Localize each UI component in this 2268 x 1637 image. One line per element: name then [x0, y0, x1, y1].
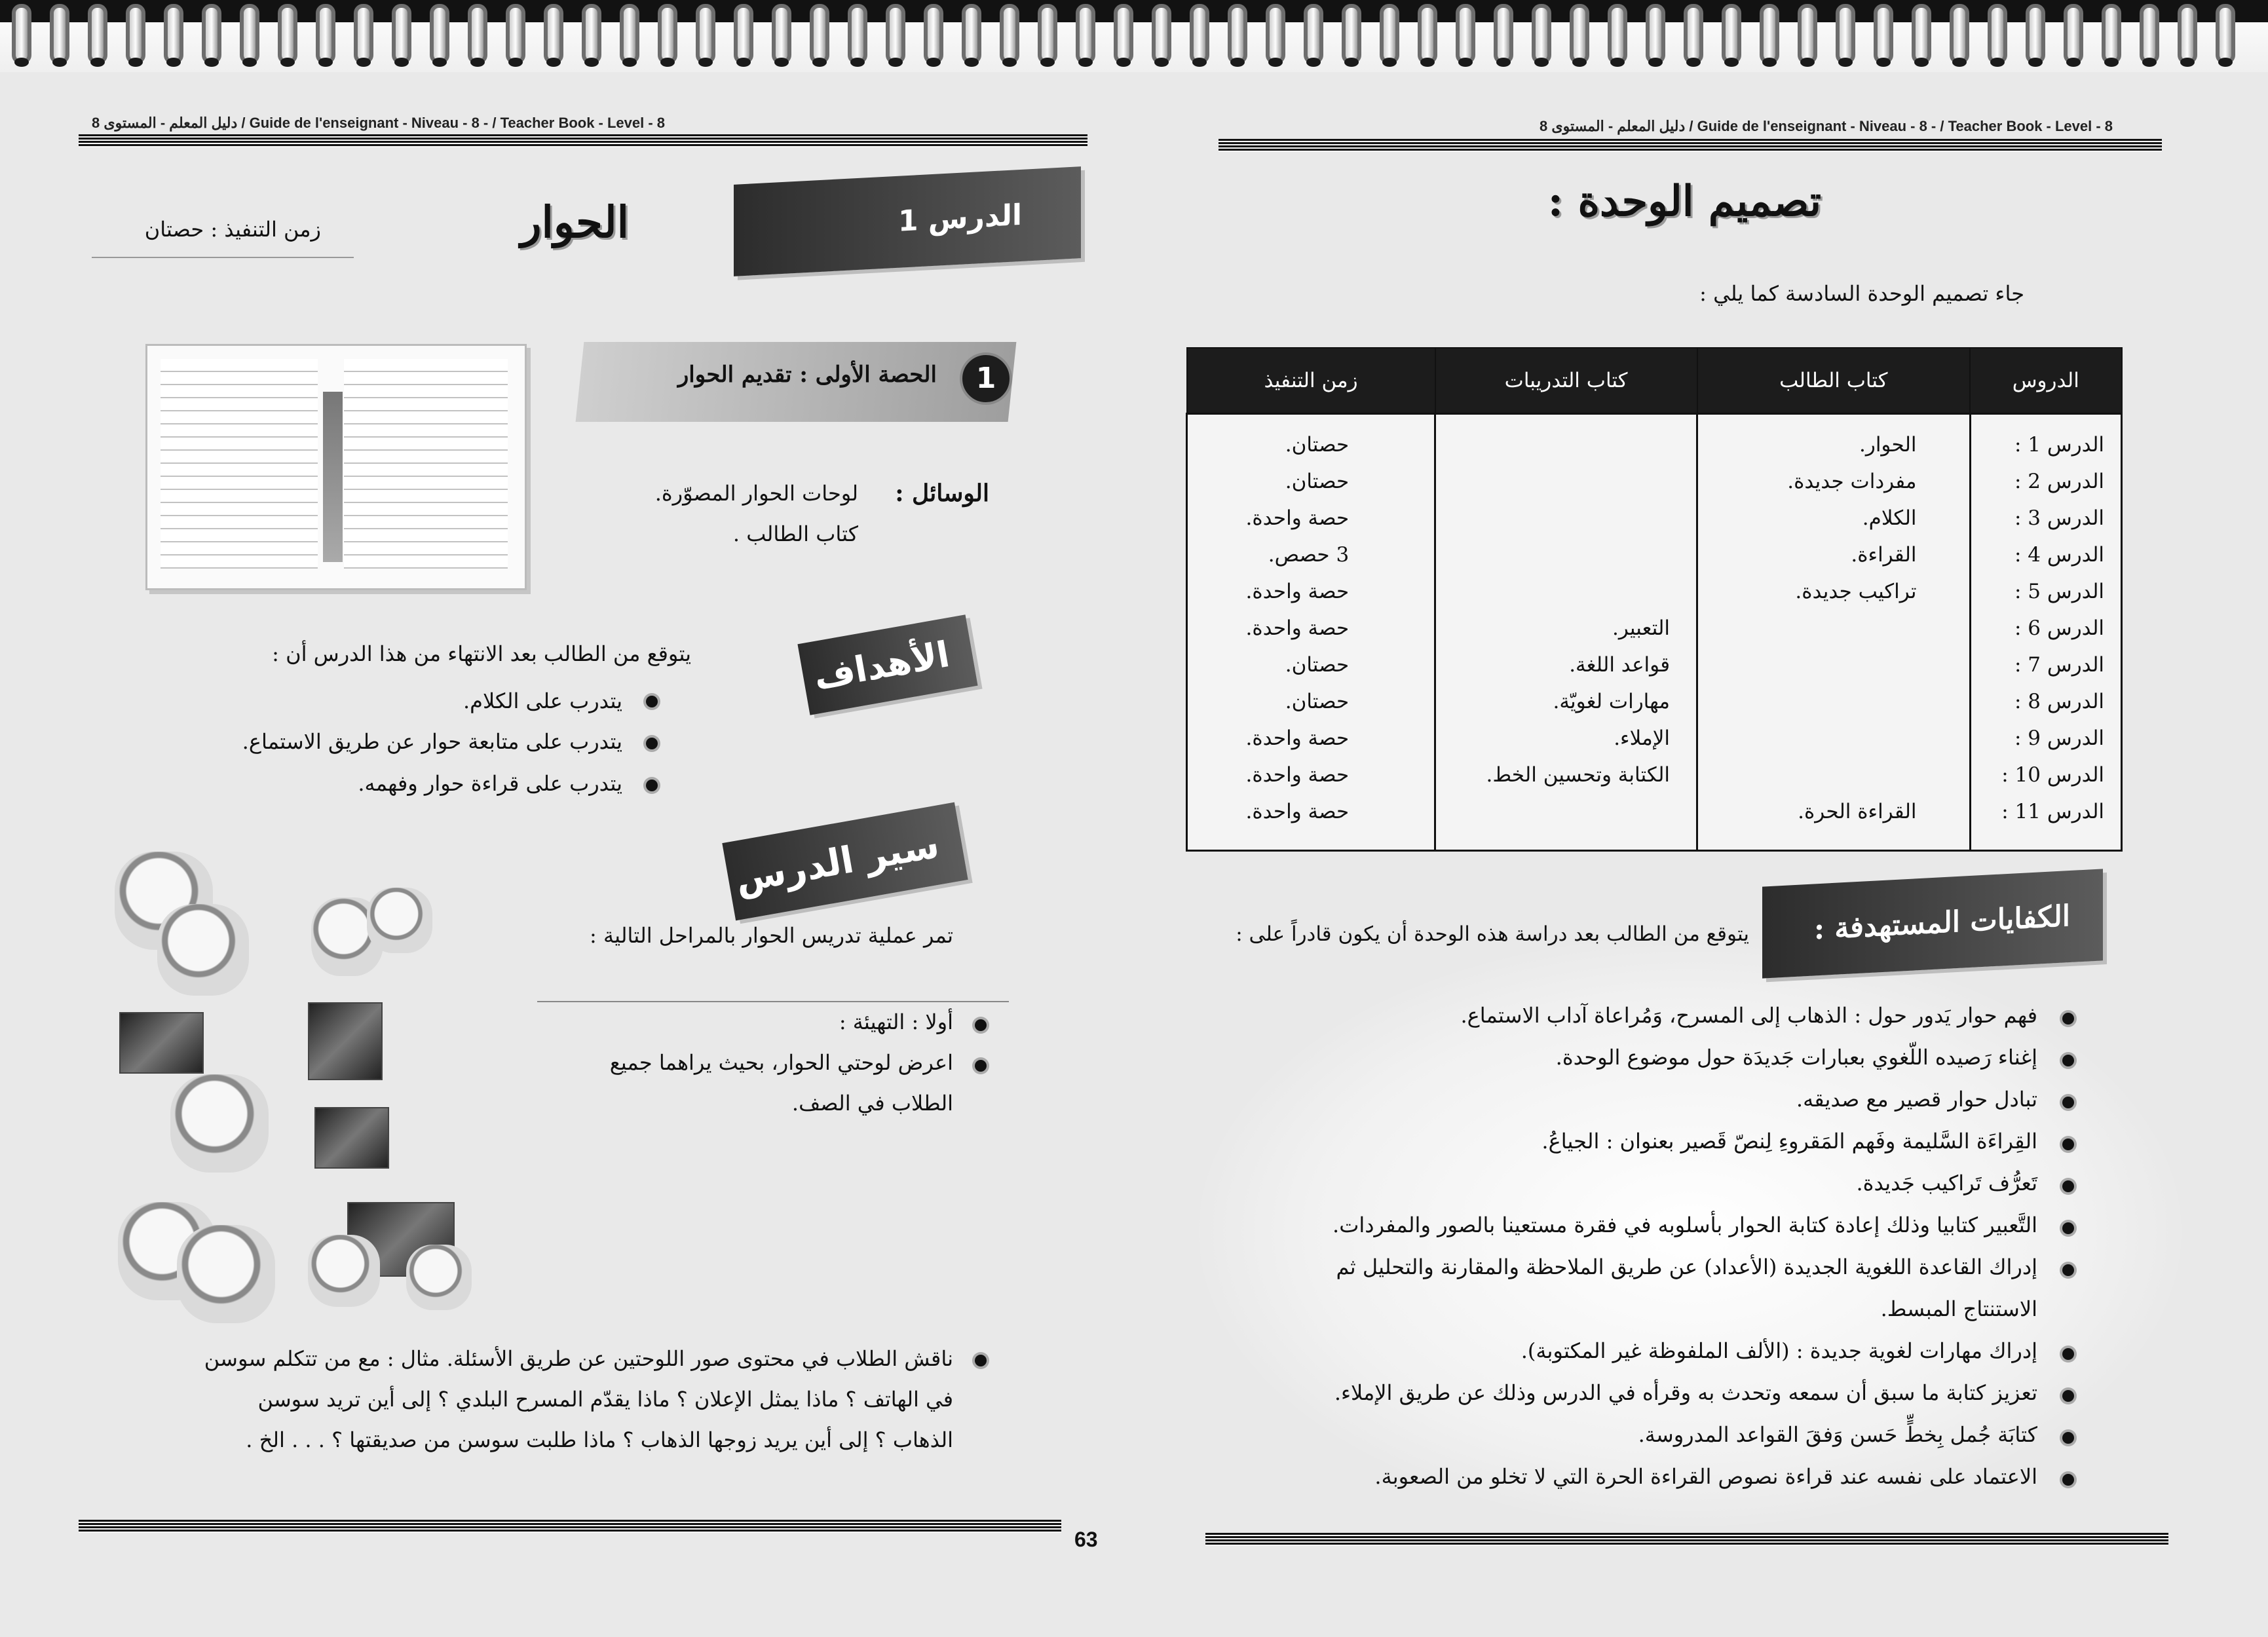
binding-loop [2216, 4, 2235, 64]
workbook-cell [1437, 463, 1670, 500]
left-header-rule [79, 134, 1087, 147]
lesson-cell: الدرس 1 : [2014, 433, 2104, 457]
binding-hole [2180, 58, 2195, 67]
binding-loop [2102, 4, 2121, 64]
binding-hole [1192, 58, 1207, 67]
binding-hole [622, 58, 637, 67]
binding-hole [2104, 58, 2119, 67]
competency-bullet [2062, 1180, 2074, 1192]
binding-loop [772, 4, 791, 64]
duration-cell: حصتان. [1285, 690, 1350, 713]
discuss-line-3: الذهاب ؟ إلى أين يريد زوجها الذهاب ؟ ماذا طلبت سوسن من صديقتها ؟ . . . الخ . [246, 1427, 953, 1452]
binding-loop [810, 4, 829, 64]
lesson-cell: الدرس 3 : [2014, 506, 2104, 530]
means-label: الوسائل : [895, 480, 989, 507]
duration-cell: حصة واحدة. [1245, 763, 1350, 787]
binding-loop [12, 4, 31, 64]
binding-loop [620, 4, 639, 64]
competency-bullet [2062, 1138, 2074, 1150]
student-book-cell: القراءة الحرة. [1798, 800, 1917, 823]
binding-hole [90, 58, 105, 67]
workbook-cell [1437, 573, 1670, 610]
goal-bullet-2 [646, 738, 658, 749]
binding-hole [2028, 58, 2043, 67]
competency-item: تبادل حوار قصير مع صديقه. [1796, 1087, 2037, 1112]
thumbnail-text-left [161, 359, 318, 569]
goal-3: يتدرب على قراءة حوار وفهمه. [358, 771, 622, 796]
binding-loop [2140, 4, 2159, 64]
binding-hole [128, 58, 143, 67]
competency-bullet [2062, 1222, 2074, 1234]
session-title: الحصة الأولى : تقديم الحوار [677, 362, 937, 388]
binding-hole [1648, 58, 1663, 67]
binding-loop [1266, 4, 1285, 64]
student-book-cell: الكلام. [1862, 506, 1917, 530]
binding-loop [88, 4, 107, 64]
binding-hole [1078, 58, 1093, 67]
step-2-line-2: الطلاب في الصف. [791, 1091, 953, 1116]
binding-loop [1038, 4, 1057, 64]
binding-loop [734, 4, 753, 64]
duration-column [1187, 414, 1435, 851]
binding-loop [1304, 4, 1323, 64]
discuss-line-1: ناقش الطلاب في محتوى صور اللوحتين عن طريق الأسئلة. مثال : مع من تتكلم سوسن [204, 1346, 953, 1371]
competency-item: فهم حوار يَدور حول : الذهاب إلى المسرح، وَمُراعاة آداب الاستماع. [1460, 1003, 2037, 1028]
competency-item: كتابَة جُمل بِخطٍّ حَسن وَفقَ القواعد المدروسة. [1638, 1422, 2037, 1447]
binding-loop [2026, 4, 2045, 64]
student-book-cell [1699, 610, 1917, 647]
binding-loop [126, 4, 145, 64]
competency-item: القِراءَة السَّليمة وفَهم المَقروءِ لِنصّ قَصير بعنوان : الجياعُ. [1541, 1129, 2037, 1154]
binding-hole [546, 58, 561, 67]
character-woman-7 [406, 1245, 472, 1310]
binding-loop [582, 4, 601, 64]
character-woman-4 [170, 1074, 269, 1173]
binding-hole [1838, 58, 1853, 67]
duration-cell: حصتان. [1285, 433, 1350, 457]
binding-loop [392, 4, 411, 64]
binding-loop [1532, 4, 1551, 64]
binding-loop [1076, 4, 1095, 64]
workbook-cell: مهارات لغويّة. [1553, 690, 1671, 713]
duration-cell: 3 حصص. [1268, 543, 1350, 567]
binding-loop [2178, 4, 2197, 64]
col-header-student-book: كتاب الطالب [1697, 348, 1971, 414]
goal-2: يتدرب على متابعة حوار عن طريق الاستماع. [242, 729, 622, 754]
binding-hole [1458, 58, 1473, 67]
binding-hole [812, 58, 827, 67]
discuss-line-2: في الهاتف ؟ ماذا يمثل الإعلان ؟ ماذا يقدّم المسرح البلدي ؟ إلى أين تريد سوسن [257, 1387, 953, 1412]
binding-hole [1800, 58, 1815, 67]
workbook-column [1435, 414, 1697, 851]
binding-loop [1380, 4, 1399, 64]
binding-hole [1686, 58, 1701, 67]
left-page-header: دليل المعلم - المستوى 8 / Guide de l'enseignant - Niveau - 8 - / Teacher Book - Level - 8 [92, 115, 666, 131]
binding-loop [1342, 4, 1361, 64]
binding-hole [2218, 58, 2233, 67]
competency-item-continued: الاستنتاج المبسط. [1880, 1296, 2037, 1321]
binding-hole [1344, 58, 1359, 67]
col-header-duration: زمن التنفيذ [1187, 348, 1435, 414]
right-footer-rule [1205, 1533, 2168, 1546]
binding-hole [2142, 58, 2157, 67]
binding-loop [1646, 4, 1665, 64]
binding-loop [1114, 4, 1133, 64]
flow-divider [537, 1001, 1009, 1002]
binding-loop [1836, 4, 1855, 64]
binding-loop [278, 4, 297, 64]
theater-photo-1 [119, 1012, 204, 1074]
binding-hole [926, 58, 941, 67]
binding-hole [1610, 58, 1625, 67]
student-book-cell: القراءة. [1851, 543, 1917, 567]
binding-hole [432, 58, 447, 67]
goal-bullet-1 [646, 696, 658, 707]
binding-loop [506, 4, 525, 64]
binding-hole [1230, 58, 1245, 67]
student-book-cell [1699, 647, 1917, 683]
competency-bullet [2062, 1097, 2074, 1108]
duration-cell: حصة واحدة. [1245, 616, 1350, 640]
binding-loop [50, 4, 69, 64]
student-book-cell: الحوار. [1859, 433, 1917, 457]
binding-hole [280, 58, 295, 67]
binding-hole [508, 58, 523, 67]
lesson-cell: الدرس 11 : [2001, 800, 2104, 823]
binding-loop [316, 4, 335, 64]
competency-item: التَّعبير كتابيا وذلك إعادة كتابة الحوار بأسلوبه في فقرة مستعينا بالصور والمفردات. [1332, 1213, 2037, 1237]
binding-loop [1418, 4, 1437, 64]
binding-loop [1988, 4, 2007, 64]
discuss-bullet [975, 1355, 987, 1366]
thumbnail-images [323, 392, 343, 562]
binding-hole [52, 58, 67, 67]
binding-loop [696, 4, 715, 64]
binding-hole [736, 58, 751, 67]
competency-bullet [2062, 1474, 2074, 1486]
student-book-cell [1699, 720, 1917, 757]
binding-hole [584, 58, 599, 67]
competency-item: الاعتماد على نفسه عند قراءة نصوص القراءة الحرة التي لا تخلو من الصعوبة. [1374, 1464, 2037, 1489]
binding-loop [1684, 4, 1703, 64]
unit-design-intro: جاء تصميم الوحدة السادسة كما يلي : [1699, 281, 2024, 306]
competency-bullet [2062, 1264, 2074, 1276]
binding-loop [1798, 4, 1817, 64]
poster-photo [308, 1002, 383, 1080]
lesson-cell: الدرس 10 : [2001, 763, 2104, 787]
binding-hole [166, 58, 181, 67]
binding-hole [1382, 58, 1397, 67]
binding-loop [202, 4, 221, 64]
lesson-badge: الدرس 1 [734, 166, 1081, 276]
binding-hole [850, 58, 865, 67]
binding-hole [2066, 58, 2081, 67]
lesson-cell: الدرس 4 : [2014, 543, 2104, 567]
competency-bullet [2062, 1013, 2074, 1025]
competency-item: تعزيز كتابة ما سبق أن سمعه وتحدث به وقرأه في الدرس وذلك عن طريق الإملاء. [1334, 1380, 2037, 1405]
competency-item: إغناء رَصيده اللّغوي بعبارات جَديدَة حول موضوع الوحدة. [1555, 1045, 2037, 1070]
duration-cell: حصة واحدة. [1245, 580, 1350, 603]
lesson-cell: الدرس 9 : [2014, 726, 2104, 750]
binding-loop [1874, 4, 1893, 64]
character-woman-3 [367, 888, 432, 953]
binding-hole [318, 58, 333, 67]
duration-cell: حصتان. [1285, 470, 1350, 493]
binding-hole [242, 58, 257, 67]
binding-loop [1190, 4, 1209, 64]
binding-hole [774, 58, 789, 67]
binding-hole [204, 58, 219, 67]
competency-bullet [2062, 1432, 2074, 1444]
workbook-cell: التعبير. [1612, 616, 1671, 640]
col-header-lessons: الدروس [1970, 348, 2121, 414]
unit-design-table [1186, 347, 2123, 852]
competencies-intro: يتوقع من الطالب بعد دراسة هذه الوحدة أن يكون قادراً على : [1236, 922, 1749, 946]
binding-loop [1494, 4, 1513, 64]
competency-item: إدراك القاعدة اللغوية الجديدة (الأعداد) عن طريق الملاحظة والمقارنة والتحليل ثم [1336, 1254, 2037, 1279]
binding-loop [1950, 4, 1969, 64]
lesson-duration: زمن التنفيذ : حصتان [144, 217, 321, 242]
binding-loop [658, 4, 677, 64]
competency-bullet [2062, 1348, 2074, 1360]
lesson-flow-badge: سير الدرس [722, 802, 968, 921]
student-book-cell [1699, 683, 1917, 720]
character-woman-6 [177, 1225, 275, 1323]
student-book-thumbnail [145, 344, 527, 590]
binding-loop [544, 4, 563, 64]
binding-hole [1496, 58, 1511, 67]
goal-bullet-3 [646, 780, 658, 791]
goals-intro: يتوقع من الطالب بعد الانتهاء من هذا الدرس أن : [272, 641, 691, 666]
binding-hole [1724, 58, 1739, 67]
binding-hole [1572, 58, 1587, 67]
duration-cell: حصة واحدة. [1245, 800, 1350, 823]
right-header-rule [1219, 139, 2162, 152]
binding-hole [470, 58, 485, 67]
workbook-cell [1437, 536, 1670, 573]
binding-hole [1154, 58, 1169, 67]
competency-bullet [2062, 1390, 2074, 1402]
lesson-flow-intro: تمر عملية تدريس الحوار بالمراحل التالية : [590, 923, 953, 948]
right-page-header: دليل المعلم - المستوى 8 / Guide de l'enseignant - Niveau - 8 - / Teacher Book - Level - 8 [1540, 118, 2113, 134]
binding-loop [1722, 4, 1741, 64]
workbook-cell: الكتابة وتحسين الخط. [1486, 763, 1671, 787]
student-book-cell [1699, 757, 1917, 793]
binding-hole [1990, 58, 2005, 67]
binding-loop [430, 4, 449, 64]
session-number-badge: 1 [960, 352, 1012, 405]
binding-loop [1608, 4, 1627, 64]
binding-hole [1762, 58, 1777, 67]
step-1: أولا : التهيئة : [839, 1009, 953, 1034]
stage-photo [314, 1107, 389, 1169]
means-line-1: لوحات الحوار المصوّرة. [654, 481, 858, 506]
binding-hole [698, 58, 713, 67]
duration-cell: حصتان. [1285, 653, 1350, 677]
lessons-column [1970, 414, 2121, 851]
binding-loop [1228, 4, 1247, 64]
binding-loop [1456, 4, 1475, 64]
goal-1: يتدرب على الكلام. [463, 688, 622, 713]
duration-underline [92, 257, 354, 258]
binding-hole [1306, 58, 1321, 67]
binding-loop [924, 4, 943, 64]
student-book-cell: تراكيب جديدة. [1795, 580, 1917, 603]
binding-hole [14, 58, 29, 67]
binding-hole [1534, 58, 1549, 67]
spiral-binding [0, 0, 2268, 72]
binding-loop [1152, 4, 1171, 64]
workbook-cell [1437, 426, 1670, 463]
binding-loop [886, 4, 905, 64]
binding-hole [394, 58, 409, 67]
duration-cell: حصة واحدة. [1245, 726, 1350, 750]
character-man-2 [308, 1235, 380, 1307]
binding-loop [354, 4, 373, 64]
binding-hole [1040, 58, 1055, 67]
lesson-cell: الدرس 6 : [2014, 616, 2104, 640]
unit-design-title: تصميم الوحدة : [1547, 177, 1821, 226]
left-footer-rule [79, 1520, 1061, 1533]
student-book-cell: مفردات جديدة. [1787, 470, 1917, 493]
binding-hole [1952, 58, 1967, 67]
binding-hole [1116, 58, 1131, 67]
binding-hole [1268, 58, 1283, 67]
lesson-title: الحوار [520, 197, 629, 248]
binding-hole [888, 58, 903, 67]
binding-hole [356, 58, 371, 67]
competency-bullet [2062, 1055, 2074, 1066]
binding-loop [1912, 4, 1931, 64]
binding-loop [2064, 4, 2083, 64]
binding-loop [1000, 4, 1019, 64]
goals-badge: الأهداف [797, 614, 977, 715]
step-bullet-2 [975, 1060, 987, 1072]
workbook-cell [1437, 500, 1670, 536]
step-2-line-1: اعرض لوحتي الحوار، بحيث يراهما جميع [609, 1050, 953, 1075]
means-line-2: كتاب الطالب . [732, 521, 858, 546]
lesson-cell: الدرس 7 : [2014, 653, 2104, 677]
binding-loop [468, 4, 487, 64]
workbook-cell: الإملاء. [1614, 726, 1671, 750]
lesson-cell: الدرس 2 : [2014, 470, 2104, 493]
binding-loop [1760, 4, 1779, 64]
competency-item: إدراك مهارات لغوية جديدة : (الألف الملفوظة غير المكتوبة). [1521, 1338, 2037, 1363]
binding-loop [848, 4, 867, 64]
binding-loop [164, 4, 183, 64]
lesson-cell: الدرس 5 : [2014, 580, 2104, 603]
student-book-column [1697, 414, 1971, 851]
binding-hole [1420, 58, 1435, 67]
col-header-workbook: كتاب التدريبات [1435, 348, 1697, 414]
workbook-cell [1437, 793, 1670, 830]
binding-hole [1002, 58, 1017, 67]
competency-item: تَعرُّف تَراكيب جَديدة. [1856, 1171, 2037, 1195]
binding-hole [1876, 58, 1891, 67]
binding-loop [240, 4, 259, 64]
binding-hole [964, 58, 979, 67]
page-number: 63 [1074, 1528, 1098, 1551]
binding-loop [1570, 4, 1589, 64]
workbook-cell: قواعد اللغة. [1569, 653, 1671, 677]
step-bullet-1 [975, 1019, 987, 1031]
binding-loop [962, 4, 981, 64]
binding-hole [1914, 58, 1929, 67]
duration-cell: حصة واحدة. [1245, 506, 1350, 530]
thumbnail-text-right [344, 359, 508, 569]
character-woman-phone-2 [157, 904, 249, 996]
lesson-cell: الدرس 8 : [2014, 690, 2104, 713]
competencies-badge: الكفايات المستهدفة : [1762, 869, 2103, 978]
binding-hole [660, 58, 675, 67]
